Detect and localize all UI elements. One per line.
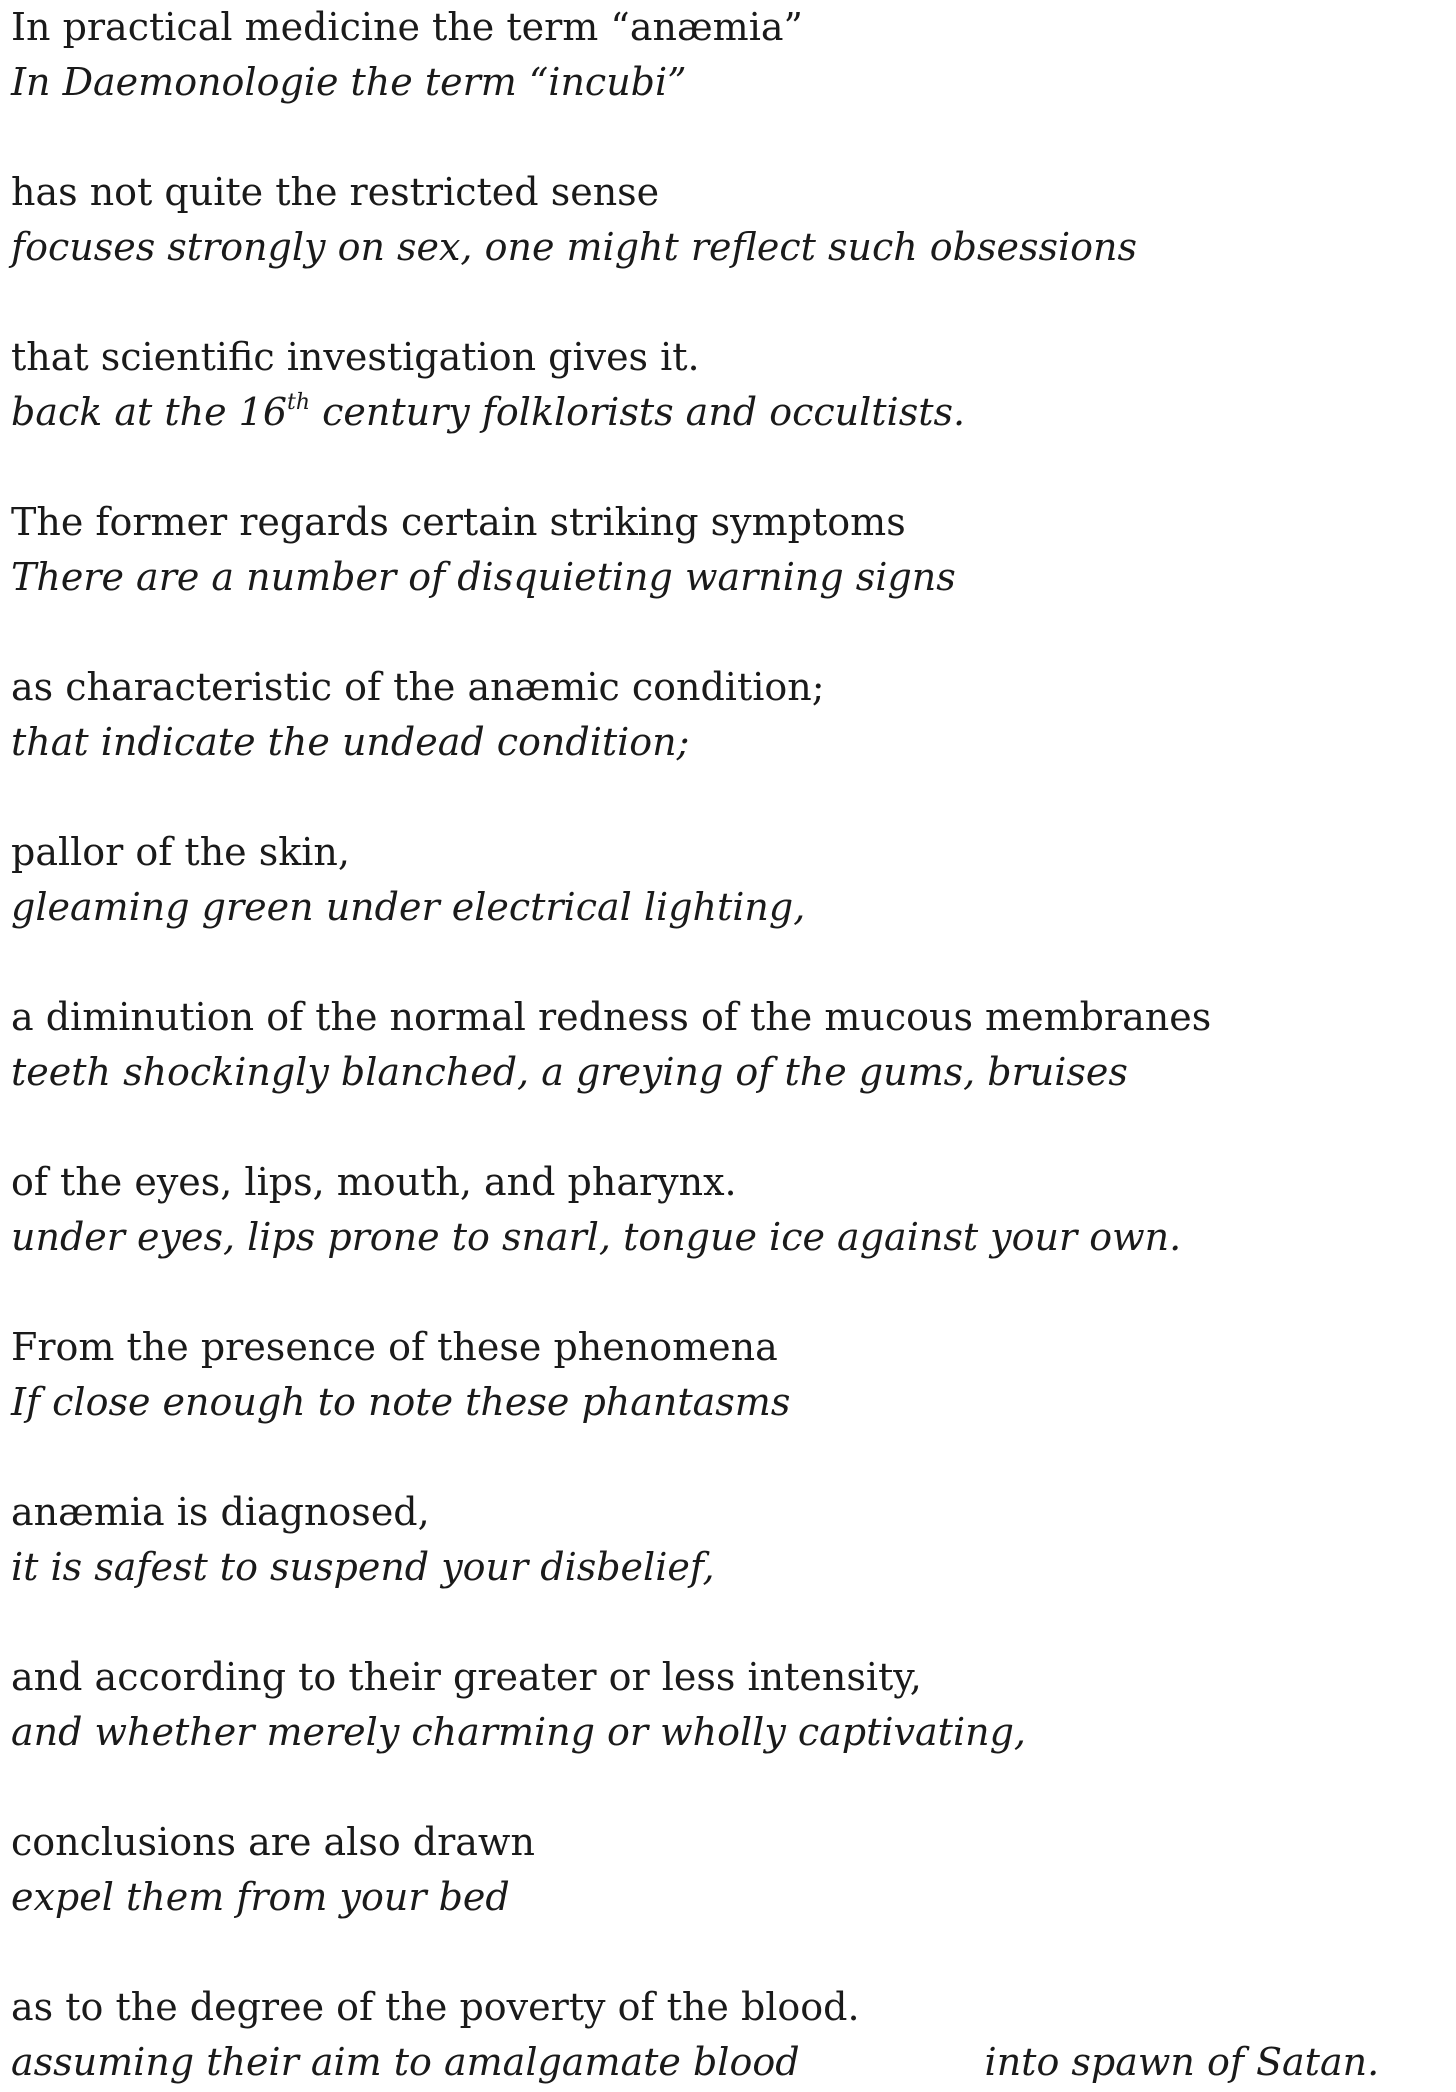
- italic-line: focuses strongly on sex, one might reflect such obsessions: [11, 225, 1137, 269]
- stanza-13: [11, 1980, 1441, 2090]
- stanza-8: [11, 1155, 1441, 1265]
- italic-line: If close enough to note these phantasms: [11, 1380, 791, 1424]
- stanza-4: [11, 495, 1441, 605]
- plain-line: The former regards certain striking symptoms: [11, 500, 906, 544]
- plain-line: pallor of the skin,: [11, 830, 350, 874]
- stanza-3: [11, 330, 1441, 440]
- ordinal-superscript: th: [287, 390, 311, 415]
- italic-line: [11, 385, 1441, 440]
- stanza-10: [11, 1485, 1441, 1595]
- italic-line-start: back at the 16: [11, 390, 288, 434]
- plain-line: From the presence of these phenomena: [11, 1325, 778, 1369]
- plain-line: anæmia is diagnosed,: [11, 1490, 430, 1534]
- plain-line: a diminution of the normal redness of the mucous membranes: [11, 995, 1212, 1039]
- italic-line: it is safest to suspend your disbelief,: [11, 1545, 715, 1589]
- stanza-1: [11, 0, 1441, 110]
- plain-line: as characteristic of the anæmic condition;: [11, 665, 825, 709]
- italic-line: that indicate the undead condition;: [11, 720, 690, 764]
- stanza-5: [11, 660, 1441, 770]
- italic-line: In Daemonologie the term “incubi”: [11, 60, 687, 104]
- stanza-9: [11, 1320, 1441, 1430]
- italic-line: expel them from your bed: [11, 1875, 510, 1919]
- italic-line: gleaming green under electrical lighting,: [11, 885, 806, 929]
- italic-line-end: century folklorists and occultists.: [310, 390, 966, 434]
- italic-line-tail: into spawn of Satan.: [984, 2040, 1380, 2084]
- stanza-2: [11, 165, 1441, 275]
- italic-line: There are a number of disquieting warning signs: [11, 555, 956, 599]
- plain-line: of the eyes, lips, mouth, and pharynx.: [11, 1160, 737, 1204]
- italic-line-start: assuming their aim to amalgamate blood: [11, 2040, 800, 2084]
- stanza-12: [11, 1815, 1441, 1925]
- italic-line: teeth shockingly blanched, a greying of the gums, bruises: [11, 1050, 1128, 1094]
- plain-line: conclusions are also drawn: [11, 1820, 535, 1864]
- stanza-7: [11, 990, 1441, 1100]
- plain-line: that scientific investigation gives it.: [11, 335, 700, 379]
- plain-line: as to the degree of the poverty of the blood.: [11, 1985, 860, 2029]
- plain-line: has not quite the restricted sense: [11, 170, 660, 214]
- plain-line: and according to their greater or less intensity,: [11, 1655, 922, 1699]
- stanza-11: [11, 1650, 1441, 1760]
- italic-line: under eyes, lips prone to snarl, tongue ice against your own.: [11, 1215, 1182, 1259]
- plain-line: In practical medicine the term “anæmia”: [11, 5, 803, 49]
- italic-line: and whether merely charming or wholly captivating,: [11, 1710, 1026, 1754]
- stanza-6: [11, 825, 1441, 935]
- italic-line: [11, 2035, 1441, 2090]
